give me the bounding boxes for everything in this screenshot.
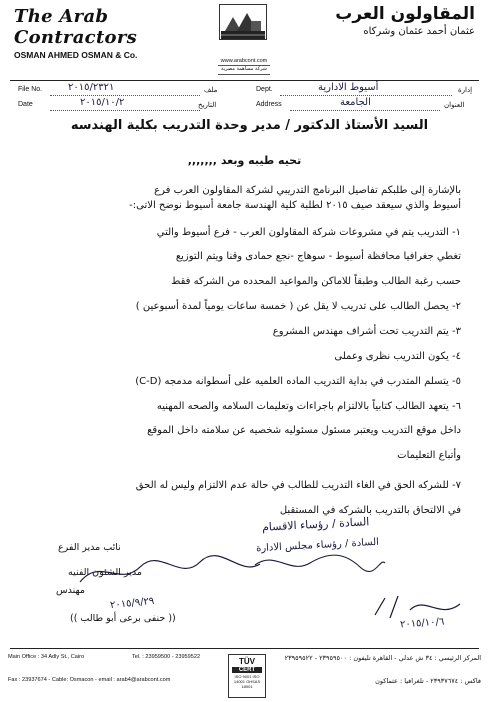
tuv-brand: TÜV [239, 657, 255, 666]
tech-director-title: مدير الشئون الفنيه [68, 567, 142, 578]
intro-line-1: بالإشارة إلى طلبكم تفاصيل البرنامج التدريبي لشركة المقاولون العرب فرع [154, 185, 461, 196]
dept-label-ar: إدارة [458, 87, 473, 94]
header-arabic [295, 4, 475, 37]
tuv-cert-badge [228, 654, 266, 698]
footer-fax-ar: فاكس : ٢٣٩٣٧٦٧٤ - تلغرافيا : عثماكون [375, 677, 481, 685]
item-6-line-3: وأتباع التعليمات [397, 450, 461, 461]
signature-engineer-label: مهندس [56, 585, 85, 596]
item-6-line-2: داخل موقع التدريب ويعتبر مسئول مسئوليه شخصيه عن سلامته داخل الموقع [147, 425, 461, 436]
address-line [290, 110, 440, 111]
footer-fax-email: Fax : 23937674 - Cable: Osmacon - email : arab4@arabcont.com [8, 677, 171, 683]
item-7-line-2: في الالتحاق بالتدريب بالشركه في المستقبل [279, 505, 461, 516]
handwritten-scribble-icon [250, 545, 390, 585]
item-6-line-1: ٦- يتعهد الطالب كتابياً بالالتزام باجراءات وتعليمات السلامه والصحه المهنيه [156, 401, 461, 412]
item-4: ٤- يكون التدريب نظرى وعملى [334, 351, 461, 362]
signatory-name: (( حنفى برعى أبو طالب )) [70, 613, 176, 624]
date-line [50, 110, 200, 111]
company-tagline: شركة مساهمة مصرية [218, 65, 270, 75]
brand-subtitle-ar: عثمان أحمد عثمان وشركاه [363, 26, 475, 37]
file-no-line [50, 95, 200, 96]
signature-date-1: ٢٠١٥/٩/٢٩ [109, 595, 155, 612]
deputy-director-title: نائب مدير الفرع [58, 542, 121, 553]
header-english [14, 6, 194, 60]
item-7-line-1: ٧- للشركه الحق في الغاء التدريب للطالب في حالة عدم الالتزام وليس له الحق [135, 480, 461, 491]
company-logo-icon [219, 4, 267, 40]
item-1-line-3: حسب رغبة الطالب وطبقاً للاماكن والمواعيد المحدده من الشركه فقط [171, 276, 461, 287]
item-1-line-1: ١- التدريب يتم في مشروعات شركة المقاولون العرب - فرع أسيوط والتي [156, 227, 461, 238]
dept-line [280, 95, 452, 96]
date-label-ar: التاريخ [198, 102, 217, 109]
dept-value: أسيوط الادارية [318, 82, 379, 93]
dept-label: Dept. [256, 86, 273, 93]
signature-date-2: ٢٠١٥/١٠/٦ [399, 616, 445, 631]
item-1-line-2: تغطي جغرافيا محافظة أسيوط - سوهاج -نجع حمادى وقنا ويتم التوزيع [175, 251, 461, 262]
address-label-ar: العنوان [444, 102, 465, 109]
file-no-label: File No. [18, 86, 43, 93]
date-label: Date [18, 101, 33, 108]
tuv-sub: CERT [232, 667, 262, 673]
item-2: ٢- يحصل الطالب على تدريب لا يقل عن ( خمسة ساعات يومياً لمدة أسبوعين ) [135, 301, 461, 312]
signature-scribble-icon [70, 552, 270, 592]
address-value: الجامعة [340, 97, 371, 108]
item-5: ٥- يتسلم المتدرب في بداية التدريب الماده العلميه على أسطوانه مدمجه (C-D) [135, 376, 461, 387]
letter-greeting: تحيه طيبه وبعد ,,,,,,, [187, 154, 302, 167]
intro-line-2: أسيوط والذي سيعقد صيف ٢٠١٥ لطلبة كلية الهندسة جامعة أسيوط نوضح الاتى:- [129, 200, 461, 211]
date-value: ٢٠١٥/١٠/٢ [80, 97, 125, 108]
brand-name-ar: المقاولون العرب [335, 4, 475, 24]
address-label: Address [256, 101, 282, 108]
footer-divider [10, 648, 479, 649]
handwritten-note-1: السادة / رؤساء الاقسام [261, 515, 370, 534]
footer-office-ar: المركز الرئيسي : ٣٤ ش عدلي - القاهرة تليفون : ٢٣٩٥٩٥٠٠ - ٢٣٩٥٩٥٢٢ [284, 654, 481, 662]
footer-main-office: Main Office : 34 Adly St., Cairo [8, 654, 85, 660]
file-no-label-ar: ملف [204, 87, 218, 94]
brand-subtitle-en: OSMAN AHMED OSMAN & Co. [14, 50, 138, 60]
file-no-value: ٢٠١٥/٢٣٢١ [68, 82, 115, 93]
handwritten-note-2: السادة / رؤساء مجلس الادارة [255, 536, 380, 555]
tuv-cert-text: ISO 9001 ISO 14001 OHSAS 18001 [233, 674, 261, 689]
item-3: ٣- يتم التدريب تحت أشراف مهندس المشروع [272, 326, 461, 337]
footer-tel: Tel. : 23959500 - 23959522 [132, 654, 201, 660]
website-url: www.arabcont.com [220, 58, 268, 64]
header-divider [10, 80, 479, 81]
letter-addressee: السيد الأستاذ الدكتور / مدير وحدة التدريب بكلية الهندسه [70, 118, 429, 133]
brand-name-en: The Arab Contractors [14, 6, 138, 48]
